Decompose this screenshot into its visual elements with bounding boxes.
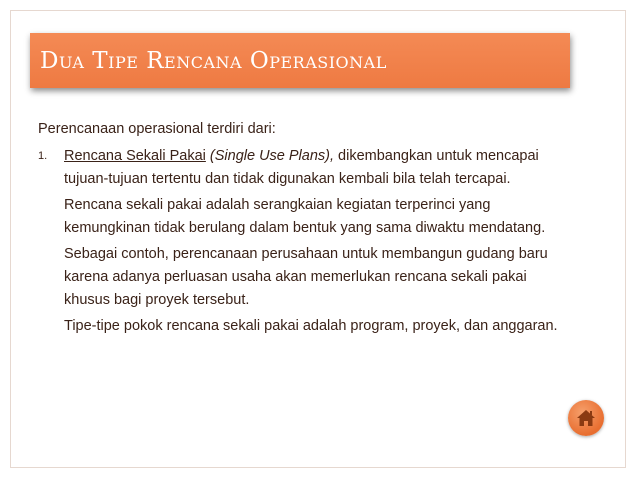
intro-text: Perencanaan operasional terdiri dari: [38, 121, 276, 137]
term-description: dikembangkan untuk mencapai tujuan-tujuan tertentu dan tidak digunakan kembali bila telah tercapai. [64, 148, 539, 187]
slide-content [38, 118, 558, 341]
list-item [38, 145, 558, 191]
slide-title: Dua Tipe Rencana Operasional [40, 47, 387, 74]
home-button[interactable] [568, 400, 604, 436]
home-icon [576, 409, 596, 427]
term-english: (Single Use Plans), [209, 148, 335, 164]
term-label: Rencana Sekali Pakai [64, 148, 206, 164]
paragraph-types: Tipe-tipe pokok rencana sekali pakai adalah program, proyek, dan anggaran. [64, 318, 558, 334]
list-item-number: 1. [38, 150, 48, 162]
paragraph-example: Sebagai contoh, perencanaan perusahaan untuk membangun gudang baru karena adanya perluasan usaha akan memerlukan rencana sekali pakai khusus bagi proyek tersebut. [64, 246, 548, 308]
paragraph-definition: Rencana sekali pakai adalah serangkaian kegiatan terperinci yang kemungkinan tidak berulang dalam bentuk yang sama diwaktu mendatang. [64, 197, 546, 236]
title-bar [30, 33, 570, 88]
